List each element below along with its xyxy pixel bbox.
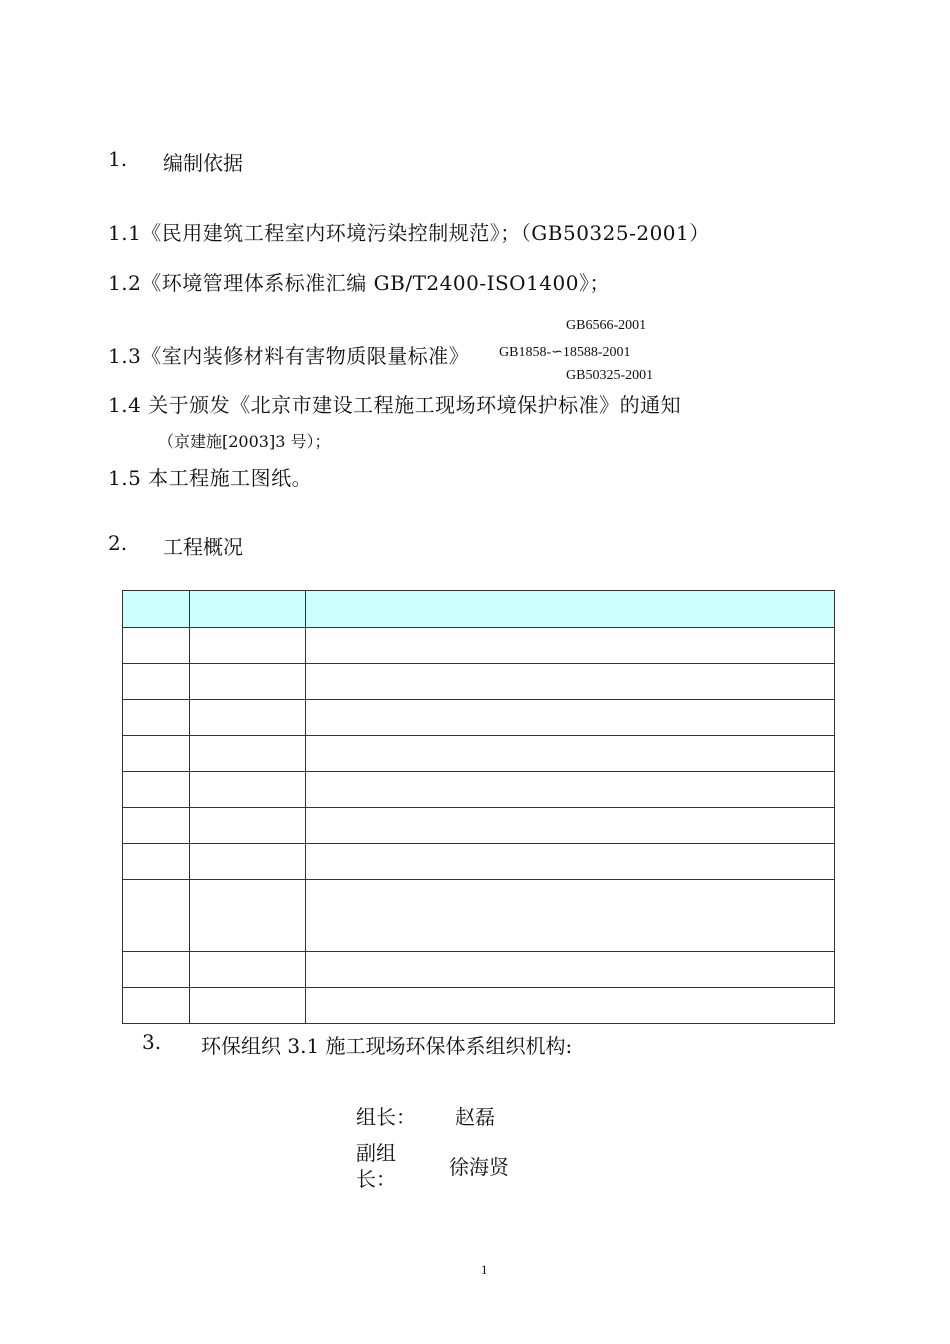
basis-item-4-note: （京建施[2003]3 号）； xyxy=(158,432,331,451)
table-cell xyxy=(306,952,835,988)
table-cell xyxy=(306,628,835,664)
basis-item-3-standard-bottom: GB50325-2001 xyxy=(566,368,654,383)
table-cell xyxy=(190,808,306,844)
basis-item-4: 1.4 关于颁发《北京市建设工程施工现场环境保护标准》的通知 xyxy=(108,393,682,417)
table-cell xyxy=(306,808,835,844)
table-cell xyxy=(306,664,835,700)
basis-item-2: 1.2《环境管理体系标准汇编 GB/T2400-ISO1400》； xyxy=(108,271,610,295)
table-cell xyxy=(190,988,306,1024)
page-number: 1 xyxy=(481,1262,488,1277)
table-cell xyxy=(306,736,835,772)
table-cell xyxy=(190,700,306,736)
table-cell xyxy=(190,844,306,880)
basis-item-3-standard-mid: GB1858-∽18588-2001 xyxy=(499,345,631,360)
vice-leader-name: 徐海贤 xyxy=(449,1155,509,1179)
table-cell xyxy=(123,880,190,952)
table-cell xyxy=(306,700,835,736)
table-row xyxy=(123,988,835,1024)
table-cell xyxy=(306,988,835,1024)
table-cell xyxy=(123,591,190,628)
table-cell xyxy=(123,628,190,664)
leader-name: 赵磊 xyxy=(455,1105,495,1129)
table-header-row xyxy=(123,591,835,628)
table-cell xyxy=(190,664,306,700)
section-1-title: 编制依据 xyxy=(163,151,243,175)
table-cell xyxy=(123,952,190,988)
leader-label: 组长： xyxy=(356,1105,416,1129)
table-cell xyxy=(123,844,190,880)
table-cell xyxy=(190,736,306,772)
section-3-number: 3. xyxy=(142,1030,162,1054)
table-cell xyxy=(123,736,190,772)
table-cell xyxy=(123,808,190,844)
table-cell xyxy=(306,880,835,952)
section-2-title: 工程概况 xyxy=(163,535,243,559)
basis-item-3-standard-top: GB6566-2001 xyxy=(566,318,647,333)
table-row xyxy=(123,952,835,988)
table-cell xyxy=(306,591,835,628)
table-row xyxy=(123,664,835,700)
project-overview-table xyxy=(122,590,835,1024)
basis-item-3: 1.3《室内装修材料有害物质限量标准》 xyxy=(108,344,470,368)
table-row xyxy=(123,736,835,772)
table-cell xyxy=(190,772,306,808)
table-row xyxy=(123,628,835,664)
section-1-number: 1. xyxy=(108,147,128,171)
table-row xyxy=(123,808,835,844)
vice-leader-label-line-1: 副组 xyxy=(356,1141,396,1165)
basis-item-1: 1.1《民用建筑工程室内环境污染控制规范》；（GB50325-2001） xyxy=(108,221,710,245)
table-cell xyxy=(306,772,835,808)
table-cell xyxy=(123,664,190,700)
table-cell xyxy=(123,772,190,808)
table-cell xyxy=(306,844,835,880)
table-cell xyxy=(190,880,306,952)
section-3-title: 环保组织 3.1 施工现场环保体系组织机构: xyxy=(201,1034,573,1058)
section-2-number: 2. xyxy=(108,531,128,555)
table-row xyxy=(123,772,835,808)
table-cell xyxy=(190,591,306,628)
vice-leader-label-line-2: 长： xyxy=(356,1167,396,1191)
table-cell xyxy=(190,628,306,664)
table-row xyxy=(123,700,835,736)
table-row xyxy=(123,880,835,952)
table-cell xyxy=(190,952,306,988)
basis-item-5: 1.5 本工程施工图纸。 xyxy=(108,466,313,490)
table-row xyxy=(123,844,835,880)
table-cell xyxy=(123,700,190,736)
table-cell xyxy=(123,988,190,1024)
